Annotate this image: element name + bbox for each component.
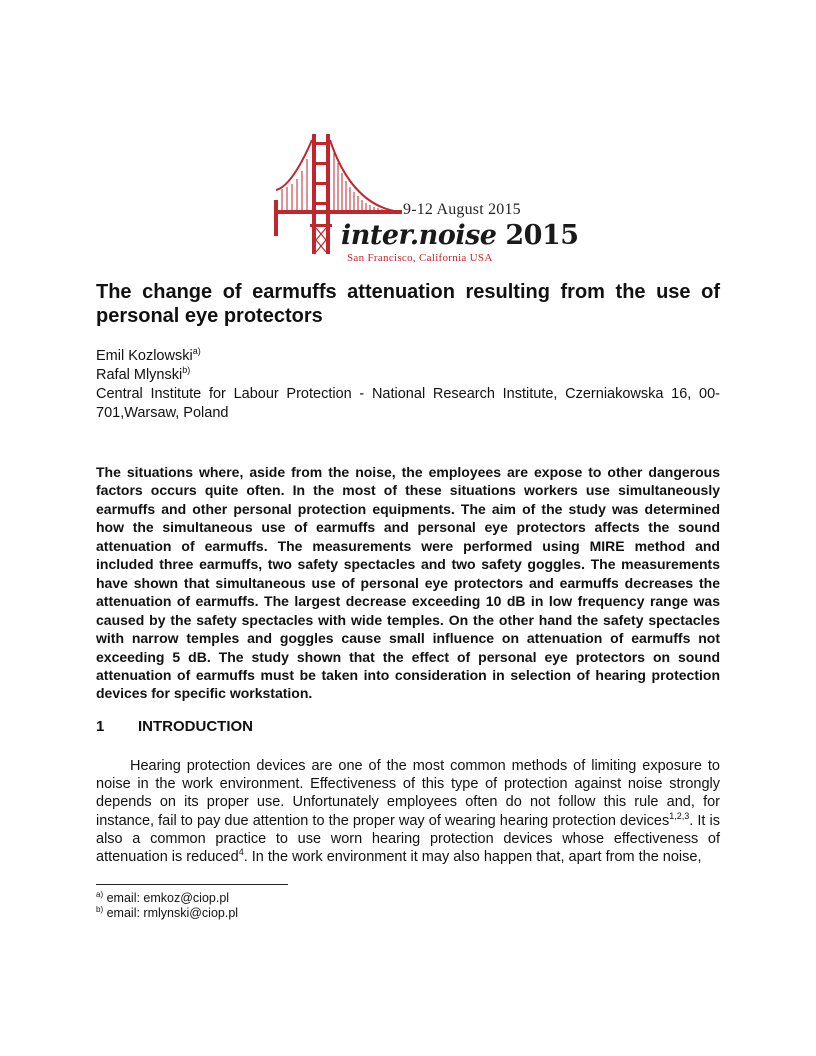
conference-name-text: inter.noise xyxy=(341,220,497,251)
citation-2: 4 xyxy=(238,847,244,858)
footnotes xyxy=(96,891,238,921)
footnote-2 xyxy=(96,906,238,921)
author-block xyxy=(96,347,720,423)
affiliation: Central Institute for Labour Protection - National Research Institute, Czerniakowska 16, 00-701,Warsaw, Poland xyxy=(96,386,720,421)
section-number: 1 xyxy=(96,718,105,735)
conference-year: 2015 xyxy=(505,220,579,251)
paper-title xyxy=(96,280,720,328)
footnote-2-email: email: rmlynski@ciop.pl xyxy=(103,906,239,920)
author-2-name: Rafal Mlynski xyxy=(96,367,183,383)
introduction-paragraph xyxy=(96,757,720,866)
intro-text-2: . It is also a common practice to use worn hearing protection devices whose effectiveness of attenuation is reduced xyxy=(96,812,720,866)
conference-date: 9-12 August 2015 xyxy=(403,201,521,218)
author-1 xyxy=(96,347,720,366)
author-2 xyxy=(96,366,720,385)
conference-location: San Francisco, California USA xyxy=(347,252,493,264)
abstract: The situations where, aside from the noise, the employees are expose to other dangerous factors occurs quite often. In the most of these situations workers use simultaneously earmuffs and other personal protection equipments. The aim of the study was determined how the simultaneous use of earmuffs and personal eye protectors affects the sound attenuation of earmuffs. The measurements were performed using MIRE method and included three earmuffs, two safety spectacles and two safety goggles. The measurements have shown that simultaneous use of personal eye protectors and earmuffs decreases the attenuation of earmuffs. The largest decrease exceeding 10 dB in low frequency range was caused by the safety spectacles with wide temples. On the other hand the safety spectacles with narrow temples and goggles cause small influence on attenuation of earmuffs not exceeding 5 dB. The study shown that the effect of personal eye protectors on sound attenuation of earmuffs must be taken into consideration in selection of hearing protection devices for specific workstation. xyxy=(96,464,720,702)
title-line-1: The change of earmuffs attenuation resulting from the use of xyxy=(96,281,720,303)
author-2-mark: b) xyxy=(182,365,191,375)
section-heading xyxy=(96,718,253,735)
author-1-name: Emil Kozlowski xyxy=(96,348,193,364)
citation-1: 1,2,3 xyxy=(669,810,690,821)
footnote-1-mark: a) xyxy=(96,890,104,899)
intro-text-3: . In the work environment it may also happen that, apart from the noise, xyxy=(243,849,702,866)
footnote-1-email: email: emkoz@ciop.pl xyxy=(103,891,230,905)
footnote-divider xyxy=(96,884,288,885)
title-line-2: personal eye protectors xyxy=(96,305,323,327)
section-title: INTRODUCTION xyxy=(138,718,253,735)
intro-text-1: Hearing protection devices are one of the most common methods of limiting exposure to noise in the work environment. Effectiveness of this type of protection against noise strongly depends on its proper use. Unfortunately employees often do not follow this rule and, for instance, fail to pay due attention to the proper way of wearing hearing protection devices xyxy=(96,758,720,829)
footnote-2-mark: b) xyxy=(96,905,104,914)
conference-name xyxy=(341,220,579,251)
author-1-mark: a) xyxy=(192,346,201,356)
footnote-1 xyxy=(96,891,238,906)
conference-logo xyxy=(272,128,579,268)
